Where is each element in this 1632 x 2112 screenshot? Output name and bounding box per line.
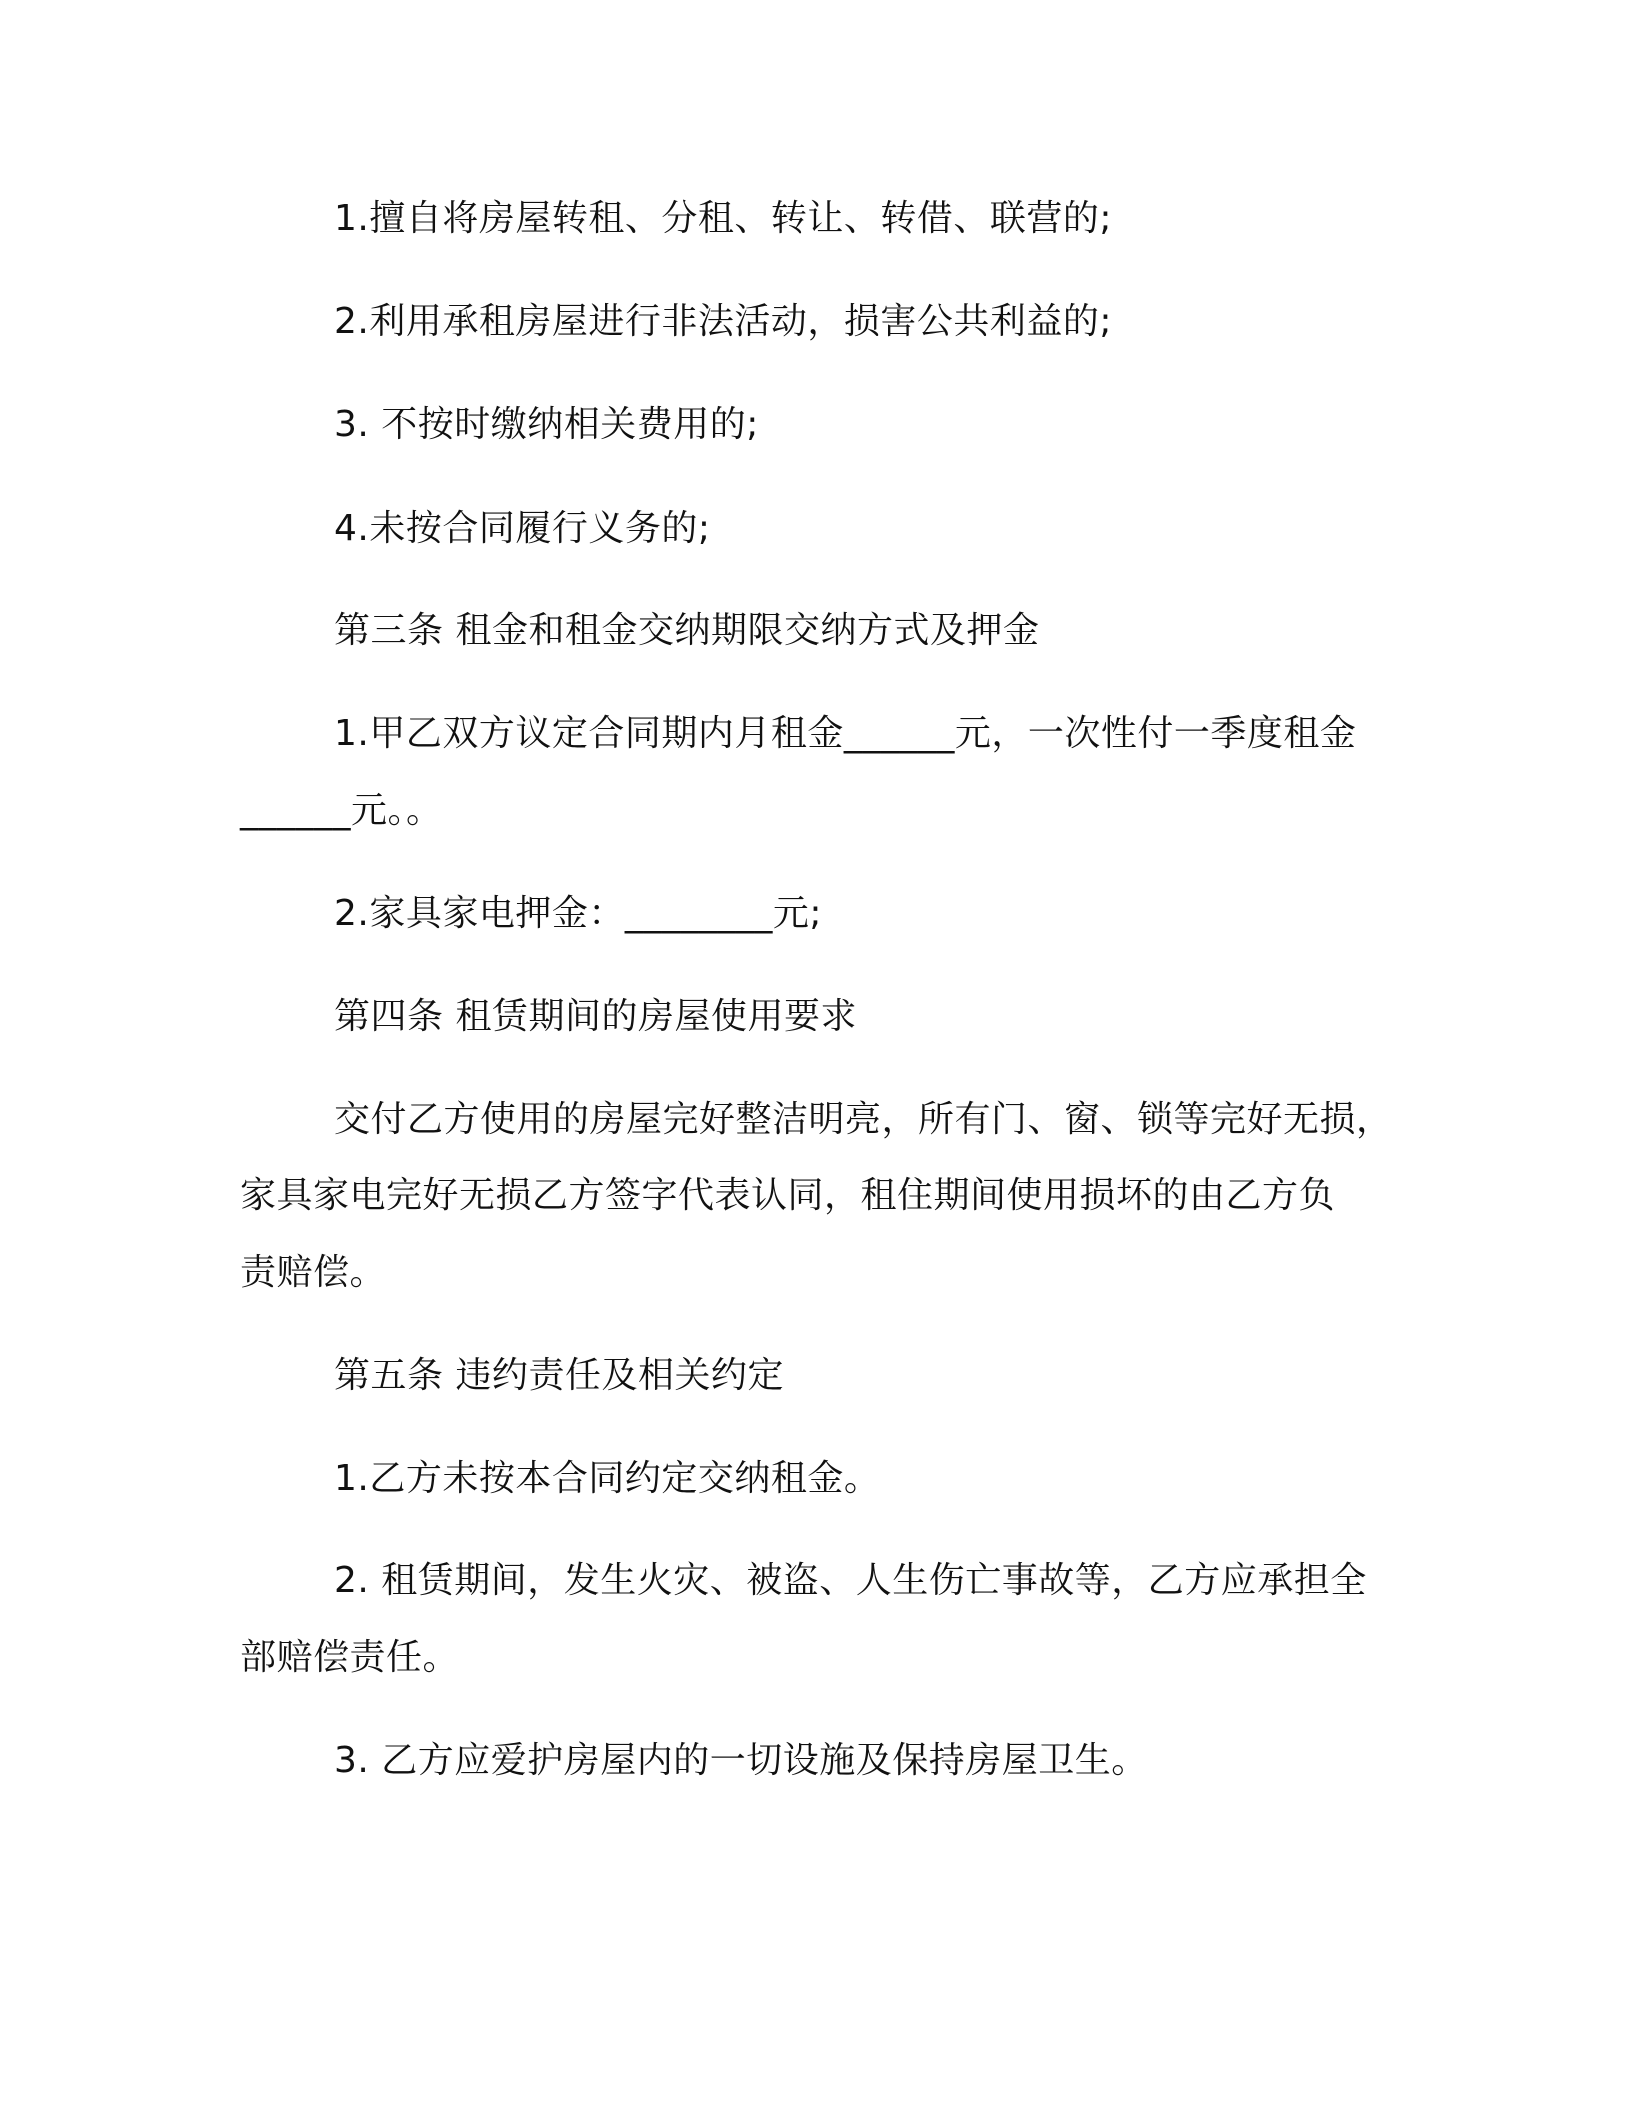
clause-2-item-4: 4.未按合同履行义务的; bbox=[334, 508, 711, 549]
clause-2-item-2: 2.利用承租房屋进行非法活动，损害公共利益的; bbox=[334, 301, 1112, 342]
article-5-item-3: 3. 乙方应爱护房屋内的一切设施及保持房屋卫生。 bbox=[334, 1740, 1148, 1781]
article-3-item-1: 1.甲乙双方议定合同期内月租金______元，一次性付一季度租金 bbox=[334, 713, 1357, 754]
article-3-heading: 第三条 租金和租金交纳期限交纳方式及押金 bbox=[334, 610, 1040, 651]
article-5-item-2: 2. 租赁期间，发生火灾、被盗、人生伤亡事故等，乙方应承担全 bbox=[334, 1560, 1367, 1601]
article-4-heading: 第四条 租赁期间的房屋使用要求 bbox=[334, 996, 857, 1037]
article-5-item-1: 1.乙方未按本合同约定交纳租金。 bbox=[334, 1458, 881, 1499]
article-3-item-1-cont: ______元。。 bbox=[240, 790, 443, 831]
article-4-body-line-2: 家具家电完好无损乙方签字代表认同，租住期间使用损坏的由乙方负 bbox=[240, 1175, 1336, 1216]
article-4-body-line-1: 交付乙方使用的房屋完好整洁明亮，所有门、窗、锁等完好无损， bbox=[334, 1099, 1393, 1140]
clause-2-item-1: 1.擅自将房屋转租、分租、转让、转借、联营的; bbox=[334, 198, 1112, 239]
article-5-item-2-cont: 部赔偿责任。 bbox=[240, 1637, 460, 1678]
clause-2-item-3: 3. 不按时缴纳相关费用的; bbox=[334, 404, 759, 445]
article-4-body-line-3: 责赔偿。 bbox=[240, 1252, 387, 1293]
article-5-heading: 第五条 违约责任及相关约定 bbox=[334, 1355, 784, 1396]
article-3-item-2: 2.家具家电押金：________元; bbox=[334, 893, 822, 934]
